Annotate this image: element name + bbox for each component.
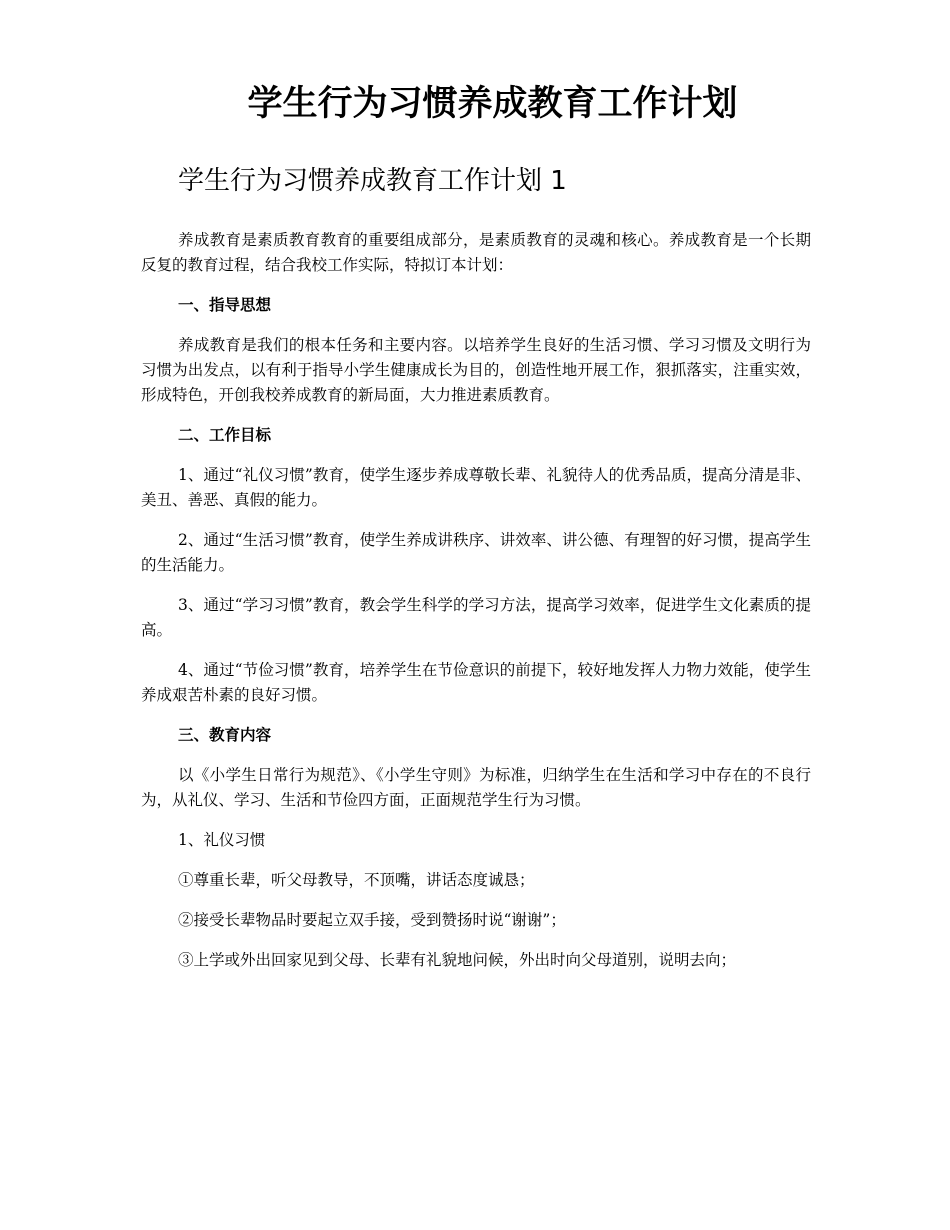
paragraph: ①尊重长辈，听父母教导，不顶嘴，讲话态度诚恳； bbox=[178, 871, 535, 889]
paragraph: 2、通过“生活习惯”教育，使学生养成讲秩序、讲效率、讲公德、有理智的好习惯，提高学生的生活能力。 bbox=[141, 531, 811, 574]
paragraph: 养成教育是素质教育教育的重要组成部分，是素质教育的灵魂和核心。养成教育是一个长期反复的教育过程，结合我校工作实际，特拟订本计划： bbox=[141, 231, 811, 274]
paragraph: 1、礼仪习惯 bbox=[178, 831, 266, 849]
section-heading: 三、教育内容 bbox=[178, 726, 272, 744]
section-heading: 一、指导思想 bbox=[178, 296, 272, 314]
document-title: 学生行为习惯养成教育工作计划 bbox=[247, 84, 738, 124]
paragraph: 3、通过“学习习惯”教育，教会学生科学的学习方法，提高学习效率，促进学生文化素质的提高。 bbox=[141, 596, 811, 639]
paragraph: 4、通过“节俭习惯”教育，培养学生在节俭意识的前提下，较好地发挥人力物力效能，使学生养成艰苦朴素的良好习惯。 bbox=[141, 661, 811, 704]
paragraph: ②接受长辈物品时要起立双手接，受到赞扬时说“谢谢”； bbox=[178, 911, 566, 929]
section-heading: 二、工作目标 bbox=[178, 426, 272, 444]
section-title: 学生行为习惯养成教育工作计划 1 bbox=[178, 166, 567, 196]
paragraph: ③上学或外出回家见到父母、长辈有礼貌地问候，外出时向父母道别，说明去向； bbox=[178, 951, 737, 969]
paragraph: 1、通过“礼仪习惯”教育，使学生逐步养成尊敬长辈、礼貌待人的优秀品质，提高分清是非、美丑、善恶、真假的能力。 bbox=[141, 466, 811, 509]
paragraph: 以《小学生日常行为规范》、《小学生守则》为标准，归纳学生在生活和学习中存在的不良行为，从礼仪、学习、生活和节俭四方面，正面规范学生行为习惯。 bbox=[141, 766, 811, 809]
document-body bbox=[141, 228, 811, 988]
paragraph: 养成教育是我们的根本任务和主要内容。以培养学生良好的生活习惯、学习习惯及文明行为习惯为出发点，以有利于指导小学生健康成长为目的，创造性地开展工作，狠抓落实，注重实效，形成特色，开创我校养成教育的新局面，大力推进素质教育。 bbox=[141, 336, 811, 404]
